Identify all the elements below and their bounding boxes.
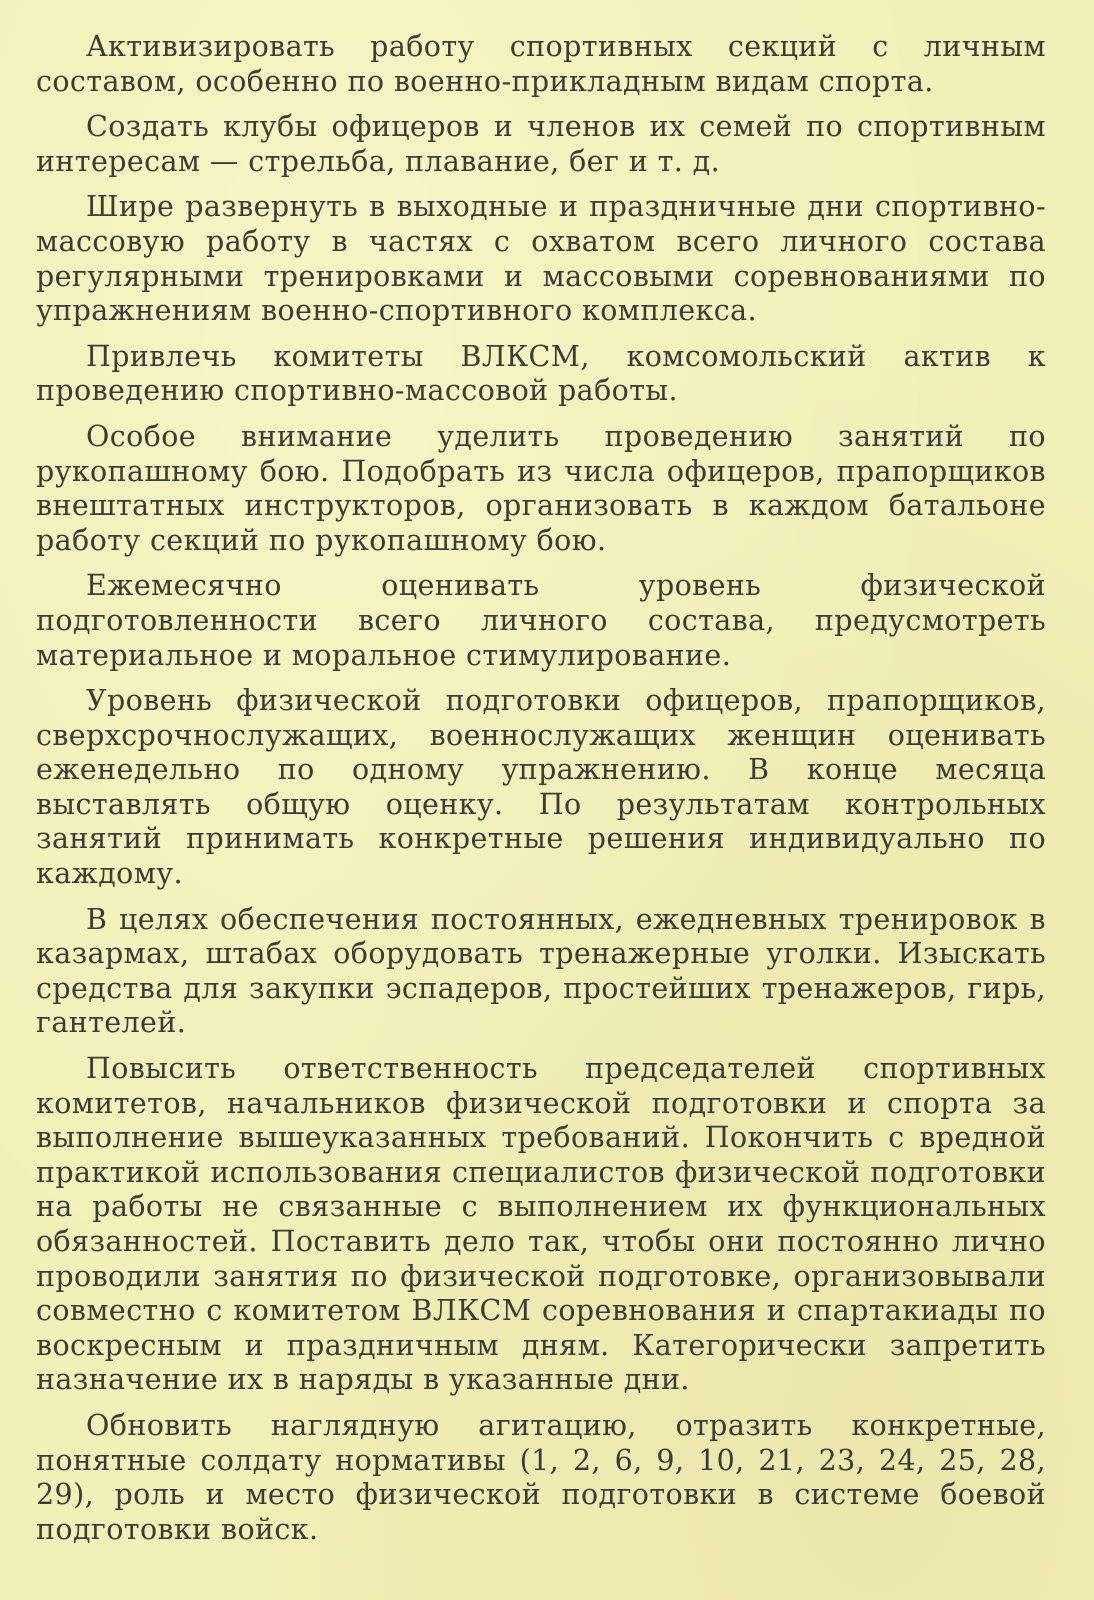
document-page xyxy=(36,30,1046,1558)
paragraph-monthly-assessment: Ежемесячно оценивать уровень физической подготовленности всего личного состава, предусмотреть материальное и моральное стимулирование. xyxy=(36,569,1046,672)
paragraph-training-corners: В целях обеспечения постоянных, ежедневных тренировок в казармах, штабах оборудовать тренажерные уголки. Изыскать средства для закупки эспадеров, простейших тренажеров, гирь, гантелей. xyxy=(36,902,1046,1040)
paragraph-hand-to-hand: Особое внимание уделить проведению занятий по рукопашному бою. Подобрать из числа офицеров, прапорщиков внештатных инструкторов, организовать в каждом батальоне работу секций по рукопашному бою. xyxy=(36,419,1046,557)
paragraph-visual-agitation: Обновить наглядную агитацию, отразить конкретные, понятные солдату нормативы (1, 2, 6, 9, 10, 21, 23, 24, 25, 28, 29), роль и место физической подготовки в системе боевой подготовки войск. xyxy=(36,1408,1046,1546)
paragraph-responsibility: Повысить ответственность председателей спортивных комитетов, начальников физической подготовки и спорта за выполнение вышеуказанных требований. Покончить с вредной практикой использования специалистов физической подготовки на работы не связанные с выполнением их функциональных обязанностей. Поставить дело так, чтобы они постоянно лично проводили занятия по физической подготовке, организовывали совместно с комитетом ВЛКСМ соревнования и спартакиады по воскресным и праздничным дням. Категорически запретить назначение их в наряды в указанные дни. xyxy=(36,1052,1046,1397)
paragraph-officer-clubs: Создать клубы офицеров и членов их семей по спортивным интересам — стрельба, плавание, бег и т. д. xyxy=(36,110,1046,178)
paragraph-fitness-level: Уровень физической подготовки офицеров, прапорщиков, сверхсрочнослужащих, военнослужащих женщин оценивать еженедельно по одному упражнению. В конце месяца выставлять общую оценку. По результатам контрольных занятий принимать конкретные решения индивидуально по каждому. xyxy=(36,684,1046,891)
paragraph-sports-sections: Активизировать работу спортивных секций с личным составом, особенно по военно-прикладным видам спорта. xyxy=(36,30,1046,98)
paragraph-weekend-work: Шире развернуть в выходные и праздничные дни спортивно-массовую работу в частях с охватом всего личного состава регулярными тренировками и массовыми соревнованиями по упражнениям военно-спортивного комплекса. xyxy=(36,190,1046,328)
paragraph-vlksm-committees: Привлечь комитеты ВЛКСМ, комсомольский актив к проведению спортивно-массовой работы. xyxy=(36,339,1046,408)
